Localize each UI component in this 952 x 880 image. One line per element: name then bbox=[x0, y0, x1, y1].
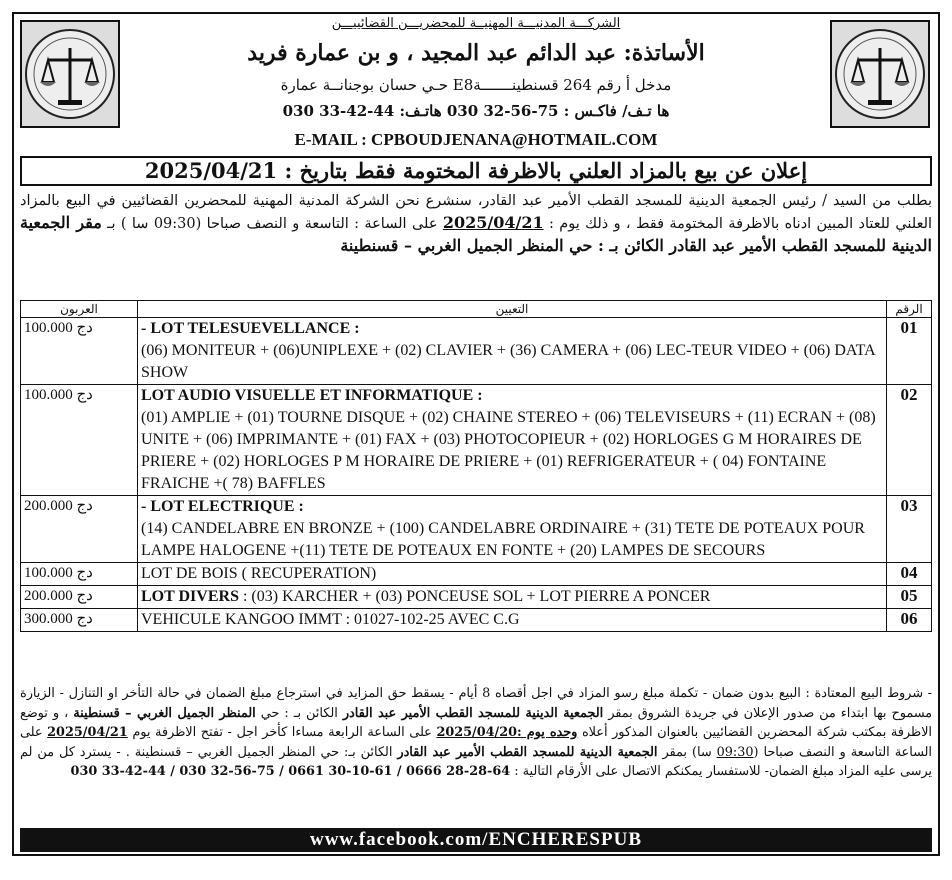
lot-description bbox=[138, 385, 887, 496]
office-phones: ها تـف/ فاكـس : 75-56-32 030 هاتـف: 44-42-33 030 bbox=[282, 102, 670, 120]
lot-body: (06) MONITEUR + (06)UNIPLEXE + (02) CLAVIER + (36) CAMERA + (06) LEC-TEUR VIDEO + (06) DATA SHOW bbox=[141, 342, 875, 381]
conditions-text: الكائن بـ : حي bbox=[260, 705, 338, 721]
lot-price: 200.000 دج bbox=[21, 496, 138, 563]
auction-date: 2025/04/21 bbox=[442, 213, 544, 232]
conditions-text: على الساعة الرابعة مساءا كأخر اجل - تفتح الاظرفة يوم bbox=[132, 725, 432, 740]
intro-text: بطلب من السيد / رئيس الجمعية الدينية للمسجد القطب الأمير عبد القادر، سنشرع نحن الشركة المدنية المهنية للمحضرين القضائيين في البيع بالمزاد العلني للعتاد المبين ادناه بالاظرفة المختومة فقط ، و ذلك يوم : bbox=[20, 193, 933, 232]
lot-title: LOT DIVERS bbox=[141, 588, 239, 605]
col-desc-header: التعيين bbox=[138, 301, 887, 318]
opening-time: 09:30 bbox=[716, 744, 754, 760]
lot-title: LOT AUDIO VISUELLE ET INFORMATIQUE : bbox=[141, 387, 483, 404]
lot-number: 06 bbox=[887, 609, 932, 632]
table-row bbox=[21, 496, 932, 563]
bailiffs-names: الأساتذة: عبد الدائم عبد المجيد ، و بن عمارة فريد bbox=[247, 40, 705, 66]
lot-price: 200.000 دج bbox=[21, 586, 138, 609]
auction-place: مقر الجمعية الدينية للمسجد القطب الأمير عبد القادر الكائن بـ : حي المنظر الجميل الغربي – قسنطينة bbox=[20, 213, 932, 255]
office-address: مدخل أ رقم 264 قسنطينـــــــةE8 حـي حسان بوجنانــة عمارة bbox=[280, 76, 672, 94]
lot-title: - LOT TELESUEVELLANCE : bbox=[141, 320, 360, 337]
conditions-text: - شروط البيع المعتادة : البيع بدون ضمان - تكملة مبلغ رسو المزاد في اجل أقصاه 8 أيام - يسقط حق المزايد في استرجاع مبلغ الضمان في حالة التأخر او التنازل - الزيارة مسموح بها ابتداء من صدور الإعلان في جريدة الشروق بمقر bbox=[20, 686, 933, 721]
conditions-text: سا) بمقر bbox=[662, 744, 712, 760]
auction-banner: إعلان عن بيع بالمزاد العلني بالاظرفة المختومة فقط بتاريخ : 2025/04/21 bbox=[20, 156, 932, 186]
lot-description bbox=[138, 586, 887, 609]
intro-time: على الساعة : التاسعة و النصف صباحا (09:30 سا ) بـ bbox=[107, 216, 438, 232]
lot-body: LOT DE BOIS ( RECUPERATION) bbox=[141, 565, 377, 582]
table-row bbox=[21, 563, 932, 586]
lot-body: : (03) KARCHER + (03) PONCEUSE SOL + LOT PIERRE A PONCER bbox=[242, 588, 711, 605]
lot-price: 100.000 دج bbox=[21, 563, 138, 586]
table-row bbox=[21, 586, 932, 609]
col-num-header: الرقم bbox=[887, 301, 932, 318]
facebook-link[interactable]: www.facebook.com/ENCHERESPUB bbox=[20, 828, 932, 852]
lot-number: 01 bbox=[887, 318, 932, 385]
contact-numbers: 64-28-28 0666 / 61-10-30 0661 / 75-56-32 030 / 44-42-33 030 bbox=[70, 764, 511, 779]
lot-price: 100.000 دج bbox=[21, 318, 138, 385]
lot-number: 03 bbox=[887, 496, 932, 563]
col-price-header: العربون bbox=[21, 301, 138, 318]
justice-seal-icon bbox=[20, 20, 120, 128]
lot-body: VEHICULE KANGOO IMMT : 01027-102-25 AVEC C.G bbox=[141, 611, 520, 628]
table-row bbox=[21, 318, 932, 385]
conditions-place: الجمعية الدينية للمسجد القطب الأمير عبد القادر bbox=[397, 744, 658, 760]
lot-description bbox=[138, 496, 887, 563]
lot-body: (01) AMPLIE + (01) TOURNE DISQUE + (02) CHAINE STEREO + (06) TELEVISEURS + (11) ECRAN + (08) UNITE + (06) IMPRIMANTE + (01) FAX + (03) PHOTOCOPIEUR + (02) HORLOGES G M HORAIRES DE PRIERE + (02) HORLOGES P M HORAIRE DE PRIERE + (01) REFRIGERATEUR + ( 04) FONTAINE FRAICHE +( 78) BAFFLES bbox=[141, 409, 876, 492]
lot-description bbox=[138, 318, 887, 385]
lot-body: (14) CANDELABRE EN BRONZE + (100) CANDELABRE ORDINAIRE + (31) TETE DE POTEAUX POUR LAMPE HALOGENE +(11) TETE DE POTEAUX EN FONTE + (20) LAMPES DE SECOURS bbox=[141, 520, 865, 559]
lot-price: 100.000 دج bbox=[21, 385, 138, 496]
opening-date: 2025/04/21 bbox=[47, 725, 128, 740]
lot-description bbox=[138, 563, 887, 586]
lot-description bbox=[138, 609, 887, 632]
lot-number: 05 bbox=[887, 586, 932, 609]
company-name: الشركـــة المدنيـــة المهنيــة للمحضريـــن القضائييـــن bbox=[331, 16, 621, 31]
lot-number: 04 bbox=[887, 563, 932, 586]
table-header bbox=[21, 301, 932, 318]
lot-title: - LOT ELECTRIQUE : bbox=[141, 498, 304, 515]
lots-table bbox=[20, 300, 932, 632]
justice-seal-icon bbox=[830, 20, 930, 128]
conditions-text: على الساعة التاسعة و النصف صباحا ( bbox=[20, 725, 932, 760]
conditions-text: ، و توضع الاظرفة بمكتب شركة المحضرين القضائيين بالعنوان المذكور أعلاه bbox=[20, 705, 932, 740]
lot-price: 300.000 دج bbox=[21, 609, 138, 632]
intro-paragraph bbox=[20, 190, 932, 258]
office-email: E-MAIL : CPBOUDJENANA@HOTMAIL.COM bbox=[294, 130, 658, 149]
conditions-place: الجمعية الدينية للمسجد القطب الأمير عبد القادر bbox=[342, 705, 604, 721]
deposit-deadline: وحده يوم :2025/04/20 bbox=[436, 725, 578, 740]
table-row bbox=[21, 609, 932, 632]
conditions-place: المنظر الجميل الغربي – قسنطينة bbox=[73, 705, 256, 721]
table-row bbox=[21, 385, 932, 496]
sale-conditions bbox=[20, 684, 932, 782]
lot-number: 02 bbox=[887, 385, 932, 496]
conditions-text: الكائن بـ: حي المنظر الجميل الغربي – قسنطينة . - يسترد كل من لم يرسى عليه المزاد مبلغ الضمان- للاستفسار يمكنكم الاتصال على الأرقام التالية : bbox=[20, 744, 932, 779]
